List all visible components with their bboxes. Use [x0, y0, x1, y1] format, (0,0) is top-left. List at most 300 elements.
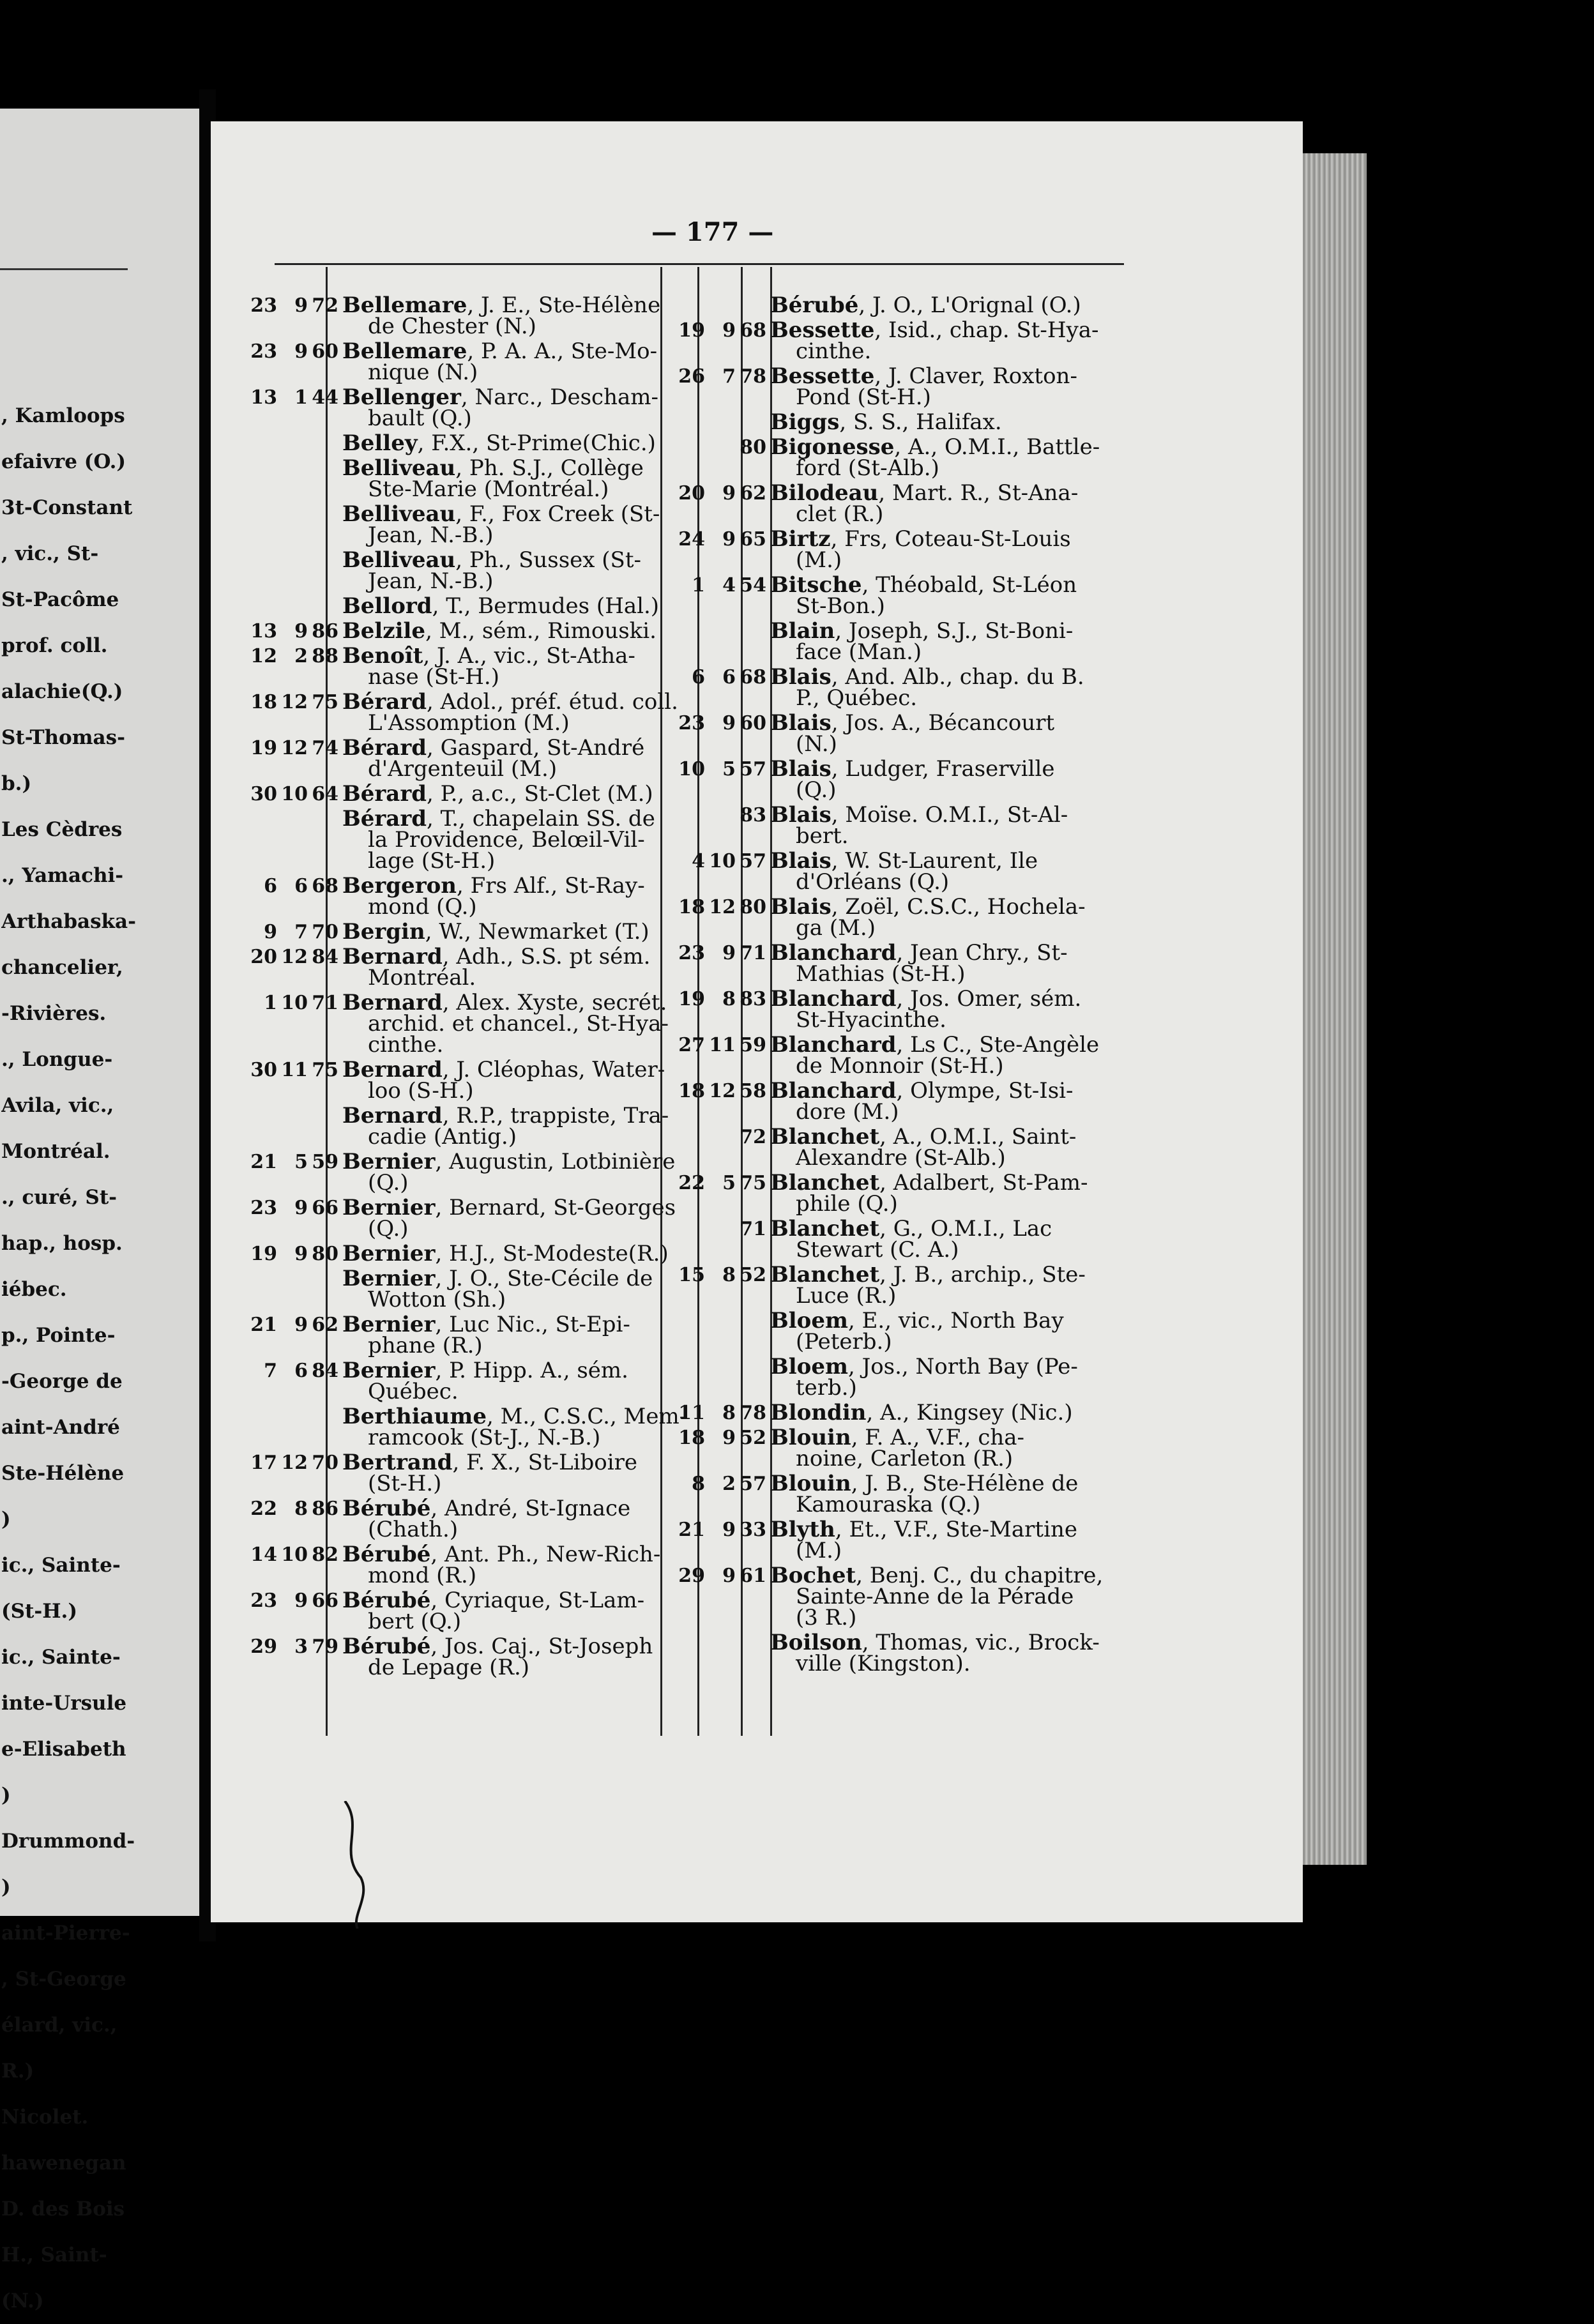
birth-month: 12 [281, 737, 308, 759]
entry-continuation-line: noine, Carleton (R.) [796, 1446, 1013, 1471]
entry-dates [241, 809, 338, 872]
entry-name-line: Bernard, Adh., S.S. pt sém. [342, 944, 651, 969]
left-fragment-line: ic., Sainte- [1, 1646, 121, 1669]
birth-day [669, 1219, 705, 1261]
entry-text [766, 363, 1077, 410]
left-fragment-line: aint-Pierre- [1, 1922, 130, 1945]
entry-text [766, 434, 1100, 481]
directory-entry [669, 1262, 1155, 1309]
ordination-year: 65 [740, 528, 766, 551]
birth-day: 29 [678, 1565, 705, 1587]
directory-entry [241, 1544, 663, 1586]
entry-continuation-line: L'Assomption (M.) [368, 710, 570, 736]
entry-dates [241, 1197, 338, 1240]
entry-dates [241, 621, 338, 642]
page-number: — 177 — [651, 217, 774, 247]
birth-month [705, 295, 736, 316]
ordination-year: 78 [740, 1402, 766, 1424]
entry-dates [669, 1219, 766, 1261]
entry-dates [241, 922, 338, 943]
birth-month [705, 437, 736, 479]
left-fragment-line: Montréal. [1, 1140, 110, 1163]
entry-name-line: Belliveau, F., Fox Creek (St- [342, 501, 660, 527]
left-fragment-line: , Kamloops [1, 404, 125, 427]
entry-name-line: Bloem, Jos., North Bay (Pe- [770, 1354, 1078, 1379]
entry-text [766, 1170, 1088, 1217]
entry-dates [241, 458, 338, 500]
ordination-year [308, 1268, 338, 1310]
birth-month [277, 1268, 308, 1310]
entry-continuation-line: Ste-Marie (Montréal.) [368, 476, 609, 502]
entry-continuation-line: de Lepage (R.) [368, 1655, 530, 1680]
header-rule [275, 263, 1124, 265]
entry-text [766, 1427, 1024, 1470]
directory-entry [241, 643, 663, 690]
entry-continuation-line: archid. et chancel., St-Hya- [368, 1011, 669, 1037]
left-fragment-line: St-Pacôme [1, 588, 119, 611]
ordination-year: 70 [312, 921, 338, 943]
birth-day: 19 [250, 1243, 277, 1265]
ordination-year: 62 [312, 1314, 338, 1336]
ordination-year: 75 [740, 1172, 766, 1194]
ordination-year [736, 1632, 766, 1675]
ordination-year [308, 550, 338, 592]
entry-dates [241, 692, 338, 734]
entry-text [766, 802, 1068, 849]
birth-month: 9 [294, 340, 308, 363]
birth-month: 9 [294, 1197, 308, 1219]
birth-month: 10 [281, 992, 308, 1014]
entry-name-line: Blanchet, A., O.M.I., Saint- [770, 1124, 1077, 1150]
entry-text [338, 1452, 637, 1494]
entry-name-line: Bérard, Adol., préf. étud. coll. [342, 689, 678, 715]
directory-entry [241, 338, 663, 385]
entry-dates [241, 946, 338, 989]
birth-day: 13 [250, 620, 277, 642]
entry-dates [241, 1059, 338, 1102]
entry-dates [669, 1565, 766, 1629]
directory-entry [241, 1590, 663, 1632]
directory-entry [669, 1124, 1155, 1171]
birth-month [705, 1632, 736, 1675]
ordination-year [736, 1356, 766, 1399]
entry-name-line: Bernier, Bernard, St-Georges [342, 1195, 676, 1220]
entry-continuation-line: cinthe. [796, 338, 872, 364]
directory-entry [669, 1427, 1155, 1470]
birth-month: 9 [722, 1427, 736, 1449]
entry-continuation-line: bert (Q.) [368, 1609, 462, 1634]
ordination-year: 86 [312, 1498, 338, 1520]
left-fragment-line: Les Cèdres [1, 818, 123, 841]
birth-day: 20 [250, 946, 277, 968]
entry-text [338, 455, 644, 502]
entry-dates [669, 529, 766, 571]
birth-month [277, 596, 308, 617]
entry-text [338, 992, 669, 1056]
ordination-year: 72 [740, 1126, 766, 1148]
birth-day: 18 [678, 1080, 705, 1102]
entry-text [766, 618, 1074, 665]
directory-entry [241, 1149, 676, 1196]
entry-text [766, 1632, 1100, 1675]
birth-day: 22 [250, 1498, 277, 1520]
ordination-year [736, 412, 766, 433]
entry-dates [241, 876, 338, 918]
ordination-year: 68 [312, 875, 338, 897]
entry-dates [241, 433, 338, 454]
entry-continuation-line: St-Bon.) [796, 593, 885, 619]
directory-entry [241, 946, 663, 989]
entry-text [338, 384, 658, 431]
entry-continuation-line: Pond (St-H.) [796, 384, 931, 410]
entry-dates [669, 759, 766, 801]
entry-continuation-line: mond (R.) [368, 1563, 477, 1588]
entry-dates [669, 320, 766, 362]
left-fragment-line: b.) [1, 772, 32, 795]
entry-text [766, 1519, 1077, 1561]
birth-month: 12 [281, 1452, 308, 1474]
ordination-year: 68 [740, 319, 766, 342]
birth-month [705, 621, 736, 663]
entry-text [338, 873, 645, 920]
directory-entry [669, 572, 1155, 619]
entry-continuation-line: ga (M.) [796, 915, 876, 941]
birth-day: 12 [250, 645, 277, 667]
entry-continuation-line: Québec. [368, 1379, 459, 1404]
entry-text [338, 547, 641, 594]
entry-text [338, 1314, 630, 1356]
entry-continuation-line: dore (M.) [796, 1099, 899, 1125]
ordination-year: 70 [312, 1452, 338, 1474]
entry-dates [241, 1590, 338, 1632]
directory-entry [241, 1103, 669, 1150]
birth-month: 7 [294, 921, 308, 943]
left-fragment-line: ) [1, 1508, 11, 1531]
left-fragment-line: H., Saint- [1, 2244, 107, 2267]
entry-name-line: Blais, W. St-Laurent, Ile [770, 848, 1038, 874]
entry-name-line: Bérubé, Cyriaque, St-Lam- [342, 1588, 645, 1613]
ordination-year: 57 [740, 1473, 766, 1495]
birth-day [669, 1632, 705, 1675]
birth-day: 4 [692, 850, 705, 872]
ordination-year: 52 [740, 1427, 766, 1449]
directory-entry [241, 1241, 669, 1266]
entry-text [338, 1105, 669, 1148]
entry-continuation-line: (St-H.) [368, 1471, 442, 1496]
ordination-year: 83 [740, 804, 766, 826]
ordination-year: 33 [740, 1519, 766, 1541]
directory-entry [241, 1059, 663, 1102]
left-fragment-line: e-Elisabeth [1, 1738, 126, 1761]
directory-entry [669, 1078, 1155, 1125]
entry-text [338, 292, 661, 339]
directory-entry [669, 756, 1155, 803]
entry-text [766, 848, 1038, 895]
entry-dates [669, 366, 766, 408]
birth-month: 5 [294, 1151, 308, 1173]
ordination-year: 58 [740, 1080, 766, 1102]
birth-month [705, 1219, 736, 1261]
birth-month: 11 [281, 1059, 308, 1081]
entry-name-line: Bergin, W., Newmarket (T.) [342, 919, 649, 945]
entry-name-line: Blanchard, Jean Chry., St- [770, 940, 1068, 966]
entry-text [766, 710, 1055, 757]
entry-name-line: Bérubé, J. O., L'Orignal (O.) [770, 292, 1081, 318]
left-fragment-line: élard, vic., [1, 2014, 118, 2037]
left-fragment-line: Arthabaska- [1, 910, 136, 933]
birth-day [669, 1310, 705, 1353]
entry-dates [669, 1427, 766, 1470]
entry-text [338, 919, 649, 945]
entry-dates [669, 483, 766, 525]
entry-text [338, 1590, 644, 1632]
birth-day: 27 [678, 1034, 705, 1056]
directory-entry [241, 1268, 663, 1310]
birth-month [705, 1356, 736, 1399]
entry-continuation-line: Jean, N.-B.) [368, 522, 494, 548]
birth-day [241, 458, 277, 500]
directory-entry [669, 848, 1155, 895]
entry-name-line: Bessette, J. Claver, Roxton- [770, 363, 1077, 389]
directory-entry [241, 384, 663, 431]
entry-continuation-line: (Q.) [796, 777, 837, 803]
birth-month: 5 [722, 758, 736, 780]
ordination-year: 84 [312, 946, 338, 968]
birth-month: 12 [281, 946, 308, 968]
birth-month [277, 433, 308, 454]
directory-entry [241, 919, 663, 945]
birth-month: 4 [722, 574, 736, 596]
entry-continuation-line: (M.) [796, 547, 842, 573]
birth-day: 1 [692, 574, 705, 596]
entry-continuation-line: (M.) [796, 1538, 842, 1563]
birth-day: 23 [678, 942, 705, 964]
left-fragment-line: p., Pointe- [1, 1324, 116, 1347]
entry-name-line: Belley, F.X., St-Prime(Chic.) [342, 430, 656, 456]
directory-entry [241, 1195, 676, 1242]
birth-day: 23 [250, 294, 277, 317]
birth-month: 11 [709, 1034, 736, 1056]
entry-dates [241, 1360, 338, 1402]
ordination-year: 83 [740, 988, 766, 1010]
directory-entry [669, 894, 1155, 941]
left-fragment-line: Ste-Hélène [1, 1462, 125, 1485]
birth-month: 9 [294, 294, 308, 317]
birth-month: 8 [294, 1498, 308, 1520]
directory-entry [669, 363, 1155, 410]
left-fragment-line: , vic., St- [1, 542, 99, 565]
entry-text [338, 1151, 675, 1194]
entry-name-line: Biggs, S. S., Halifax. [770, 409, 1002, 435]
entry-name-line: Blanchet, G., O.M.I., Lac [770, 1216, 1052, 1242]
entry-dates [669, 989, 766, 1031]
entry-text [338, 806, 655, 874]
entry-dates [241, 341, 338, 383]
directory-entry [669, 802, 1155, 849]
birth-day: 26 [678, 365, 705, 388]
birth-day: 15 [678, 1264, 705, 1286]
ordination-year: 60 [740, 712, 766, 734]
entry-name-line: Boilson, Thomas, vic., Brock- [770, 1630, 1100, 1655]
directory-entry [669, 434, 1155, 481]
birth-day [241, 596, 277, 617]
left-fragment-line: R.) [1, 2060, 34, 2083]
pen-mark [332, 1801, 383, 1929]
left-fragment-line: -George de [1, 1370, 123, 1393]
entry-continuation-line: Montréal. [368, 965, 476, 991]
left-fragment-line: D. des Bois [1, 2198, 125, 2221]
entry-name-line: Bernier, Luc Nic., St-Epi- [342, 1312, 630, 1337]
entry-text [338, 1360, 628, 1402]
ordination-year [308, 1406, 338, 1448]
entry-text [338, 593, 660, 619]
directory-column-right [669, 292, 1155, 1678]
ordination-year [308, 458, 338, 500]
directory-entry [669, 1356, 1155, 1399]
birth-day [669, 621, 705, 663]
entry-text [766, 317, 1099, 364]
birth-month: 12 [281, 691, 308, 713]
entry-dates [669, 1632, 766, 1675]
birth-day: 30 [250, 783, 277, 805]
birth-month: 9 [722, 942, 736, 964]
ordination-year: 88 [312, 645, 338, 667]
left-fragment-line: ) [1, 1784, 11, 1807]
entry-name-line: Blais, Moïse. O.M.I., St-Al- [770, 802, 1068, 828]
birth-day: 21 [250, 1314, 277, 1336]
birth-month [277, 1105, 308, 1148]
ordination-year [736, 295, 766, 316]
entry-dates [669, 1473, 766, 1515]
entry-name-line: Blouin, F. A., V.F., cha- [770, 1425, 1025, 1450]
ordination-year: 66 [312, 1197, 338, 1219]
left-fragment-line: ., curé, St- [1, 1186, 118, 1209]
ordination-year: 71 [740, 942, 766, 964]
entry-dates [669, 943, 766, 985]
left-fragment-line: St-Thomas- [1, 726, 125, 749]
directory-entry [241, 735, 663, 782]
entry-name-line: Bloem, E., vic., North Bay [770, 1308, 1064, 1333]
ordination-year: 80 [740, 896, 766, 918]
birth-month [705, 1310, 736, 1353]
entry-name-line: Bérubé, Jos. Caj., St-Joseph [342, 1634, 653, 1659]
birth-day: 7 [264, 1360, 277, 1382]
birth-month [277, 809, 308, 872]
birth-month [705, 1127, 736, 1169]
entry-continuation-line: phane (R.) [368, 1333, 483, 1358]
birth-day [241, 433, 277, 454]
entry-name-line: Bernier, J. O., Ste-Cécile de [342, 1266, 653, 1291]
entry-text [766, 756, 1055, 803]
left-fragment-line: (N.) [1, 2290, 44, 2313]
birth-month: 9 [294, 620, 308, 642]
entry-name-line: Bellemare, J. E., Ste-Hélène [342, 292, 661, 318]
entry-name-line: Bochet, Benj. C., du chapitre, [770, 1563, 1104, 1588]
directory-entry [241, 689, 678, 736]
entry-text [766, 1124, 1077, 1171]
entry-continuation-line: Mathias (St-H.) [796, 961, 966, 987]
birth-day: 17 [250, 1452, 277, 1474]
left-fragment-line: iébec. [1, 1278, 67, 1301]
birth-day: 23 [678, 712, 705, 734]
entry-name-line: Bérubé, André, St-Ignace [342, 1496, 631, 1521]
birth-month: 9 [722, 1565, 736, 1587]
directory-entry [669, 1402, 1155, 1424]
entry-name-line: Bessette, Isid., chap. St-Hya- [770, 317, 1099, 343]
left-fragment-line: chancelier, [1, 956, 123, 979]
entry-name-line: Bernard, J. Cléophas, Water- [342, 1057, 665, 1082]
ordination-year: 44 [312, 386, 338, 409]
ordination-year [308, 809, 338, 872]
birth-month [705, 805, 736, 847]
directory-entry [241, 1404, 687, 1450]
entry-dates [241, 1105, 338, 1148]
page-edges [1296, 153, 1367, 1865]
birth-month: 9 [294, 1243, 308, 1265]
entry-text [338, 735, 645, 782]
entry-name-line: Blanchard, Jos. Omer, sém. [770, 986, 1082, 1012]
ordination-year: 68 [740, 666, 766, 688]
entry-text [338, 1197, 676, 1240]
directory-entry [241, 618, 663, 644]
ordination-year [308, 596, 338, 617]
birth-day [241, 1105, 277, 1148]
entry-continuation-line: de Monnoir (St-H.) [796, 1053, 1004, 1079]
left-page-text [1, 393, 199, 2324]
left-fragment-line: ., Yamachi- [1, 864, 124, 887]
entry-text [338, 1636, 653, 1678]
birth-day: 13 [250, 386, 277, 409]
directory-entry [241, 990, 669, 1058]
entry-continuation-line: Stewart (C. A.) [796, 1237, 959, 1263]
ordination-year: 84 [312, 1360, 338, 1382]
entry-name-line: Bitsche, Théobald, St-Léon [770, 572, 1077, 598]
ordination-year: 62 [740, 482, 766, 505]
entry-continuation-line: (Q.) [368, 1170, 409, 1196]
entry-continuation-line: cadie (Antig.) [368, 1124, 517, 1150]
ordination-year: 79 [312, 1636, 338, 1658]
entry-dates [241, 784, 338, 805]
left-page-rule [0, 268, 128, 270]
entry-name-line: Benoît, J. A., vic., St-Atha- [342, 643, 635, 669]
directory-entry [669, 664, 1155, 711]
entry-name-line: Bergeron, Frs Alf., St-Ray- [342, 873, 645, 899]
birth-month: 7 [722, 365, 736, 388]
birth-day [669, 1127, 705, 1169]
directory-entry [669, 480, 1155, 527]
ordination-year: 71 [740, 1218, 766, 1240]
entry-text [766, 1402, 1073, 1424]
entry-text [338, 1059, 665, 1102]
birth-month: 9 [722, 712, 736, 734]
birth-month: 9 [294, 1314, 308, 1336]
birth-month [277, 504, 308, 546]
directory-entry [241, 455, 663, 502]
entry-text [766, 409, 1002, 435]
entry-text [338, 1498, 630, 1540]
left-fragment-line: inte-Ursule [1, 1692, 127, 1715]
birth-month: 1 [294, 386, 308, 409]
directory-entry [241, 1360, 663, 1402]
entry-text [766, 940, 1068, 987]
ordination-year: 80 [740, 436, 766, 459]
directory-entry [669, 940, 1155, 987]
entry-dates [241, 1498, 338, 1540]
birth-day [241, 1268, 277, 1310]
entry-dates [669, 1519, 766, 1561]
entry-continuation-line: (N.) [796, 731, 837, 757]
entry-dates [241, 1314, 338, 1356]
